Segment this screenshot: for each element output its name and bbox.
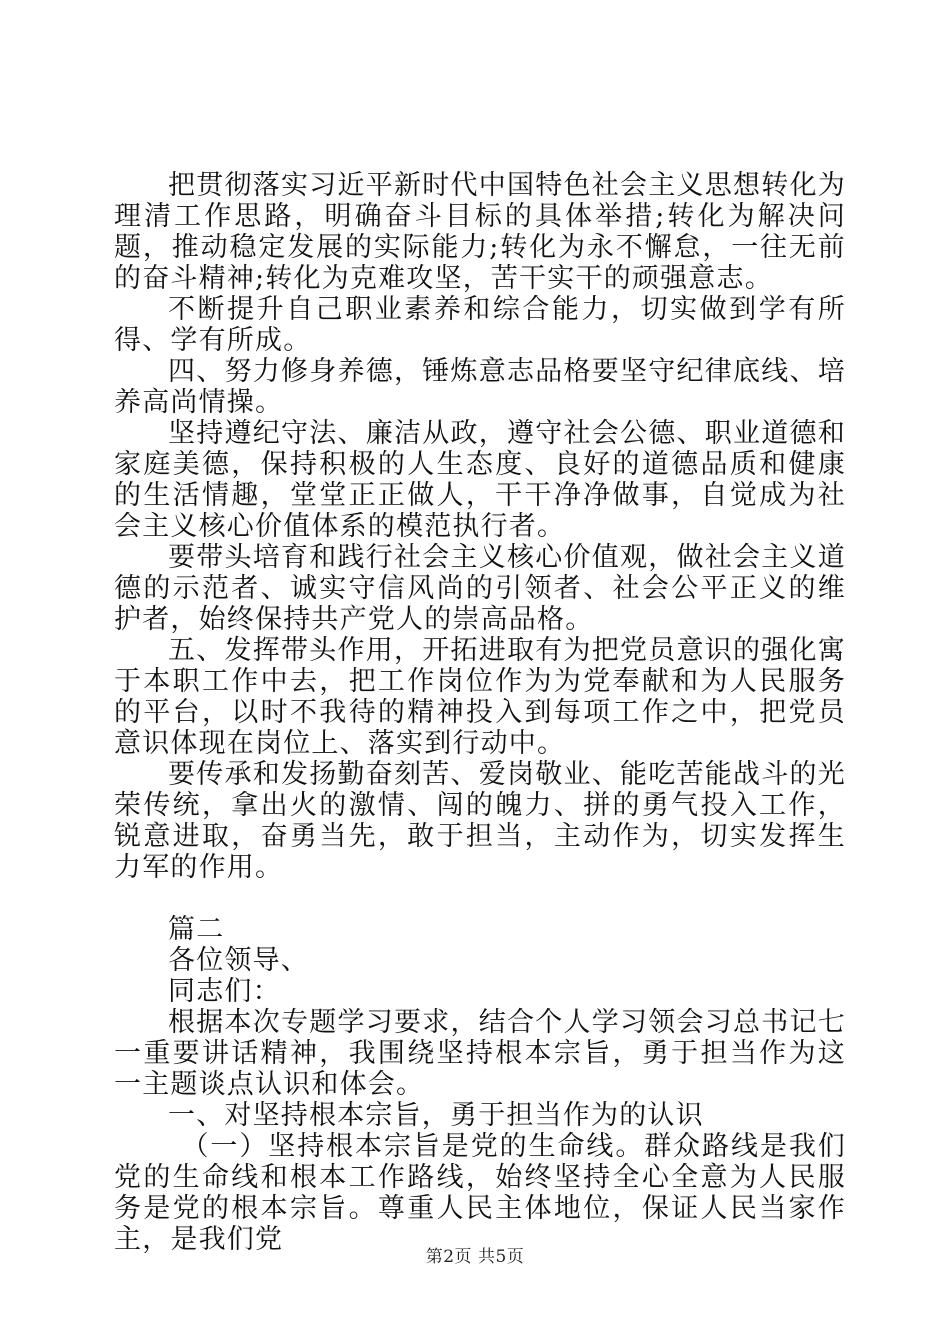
- paragraph: 把贯彻落实习近平新时代中国特色社会主义思想转化为理清工作思路，明确奋斗目标的具体举措;转化为解决问题，推动稳定发展的实际能力;转化为永不懈怠，一往无前的奋斗精神;转化为克难攻坚，苦干实干的顽强意志。: [114, 170, 846, 294]
- paragraph: 五、发挥带头作用，开拓进取有为把党员意识的强化寓于本职工作中去，把工作岗位作为为党奉献和为人民服务的平台，以时不我待的精神投入到每项工作之中，把党员意识体现在岗位上、落实到行动中。: [114, 635, 846, 759]
- section-spacer: [114, 883, 846, 914]
- greeting-line: 同志们：: [168, 976, 281, 1007]
- page-number-footer: 第2页 共5页: [425, 1247, 525, 1267]
- paragraph: 要带头培育和践行社会主义核心价值观，做社会主义道德的示范者、诚实守信风尚的引领者、社会公平正义的维护者，始终保持共产党人的崇高品格。: [114, 542, 846, 635]
- paragraph: 一、对坚持根本宗旨，勇于担当作为的认识: [168, 1100, 704, 1131]
- paragraph: 根据本次专题学习要求，结合个人学习领会习总书记七一重要讲话精神，我围绕坚持根本宗旨，勇于担当作为这一主题谈点认识和体会。: [114, 1007, 846, 1100]
- greeting-line: 各位领导、: [168, 945, 309, 976]
- paragraph: 不断提升自己职业素养和综合能力，切实做到学有所得、学有所成。: [114, 294, 846, 356]
- section-heading: 篇二: [168, 914, 225, 945]
- paragraph: （一）坚持根本宗旨是党的生命线。群众路线是我们党的生命线和根本工作路线，始终坚持全心全意为人民服务是党的根本宗旨。尊重人民主体地位，保证人民当家作主，是我们党: [114, 1131, 846, 1255]
- document-body: [114, 170, 846, 1255]
- paragraph: 要传承和发扬勤奋刻苦、爱岗敬业、能吃苦能战斗的光荣传统，拿出火的激情、闯的魄力、拼的勇气投入工作，锐意进取，奋勇当先，敢于担当，主动作为，切实发挥生力军的作用。: [114, 759, 846, 883]
- paragraph: 坚持遵纪守法、廉洁从政，遵守社会公德、职业道德和家庭美德，保持积极的人生态度、良好的道德品质和健康的生活情趣，堂堂正正做人，干干净净做事，自觉成为社会主义核心价值体系的模范执行者。: [114, 418, 846, 542]
- paragraph: 四、努力修身养德，锤炼意志品格要坚守纪律底线、培养高尚情操。: [114, 356, 846, 418]
